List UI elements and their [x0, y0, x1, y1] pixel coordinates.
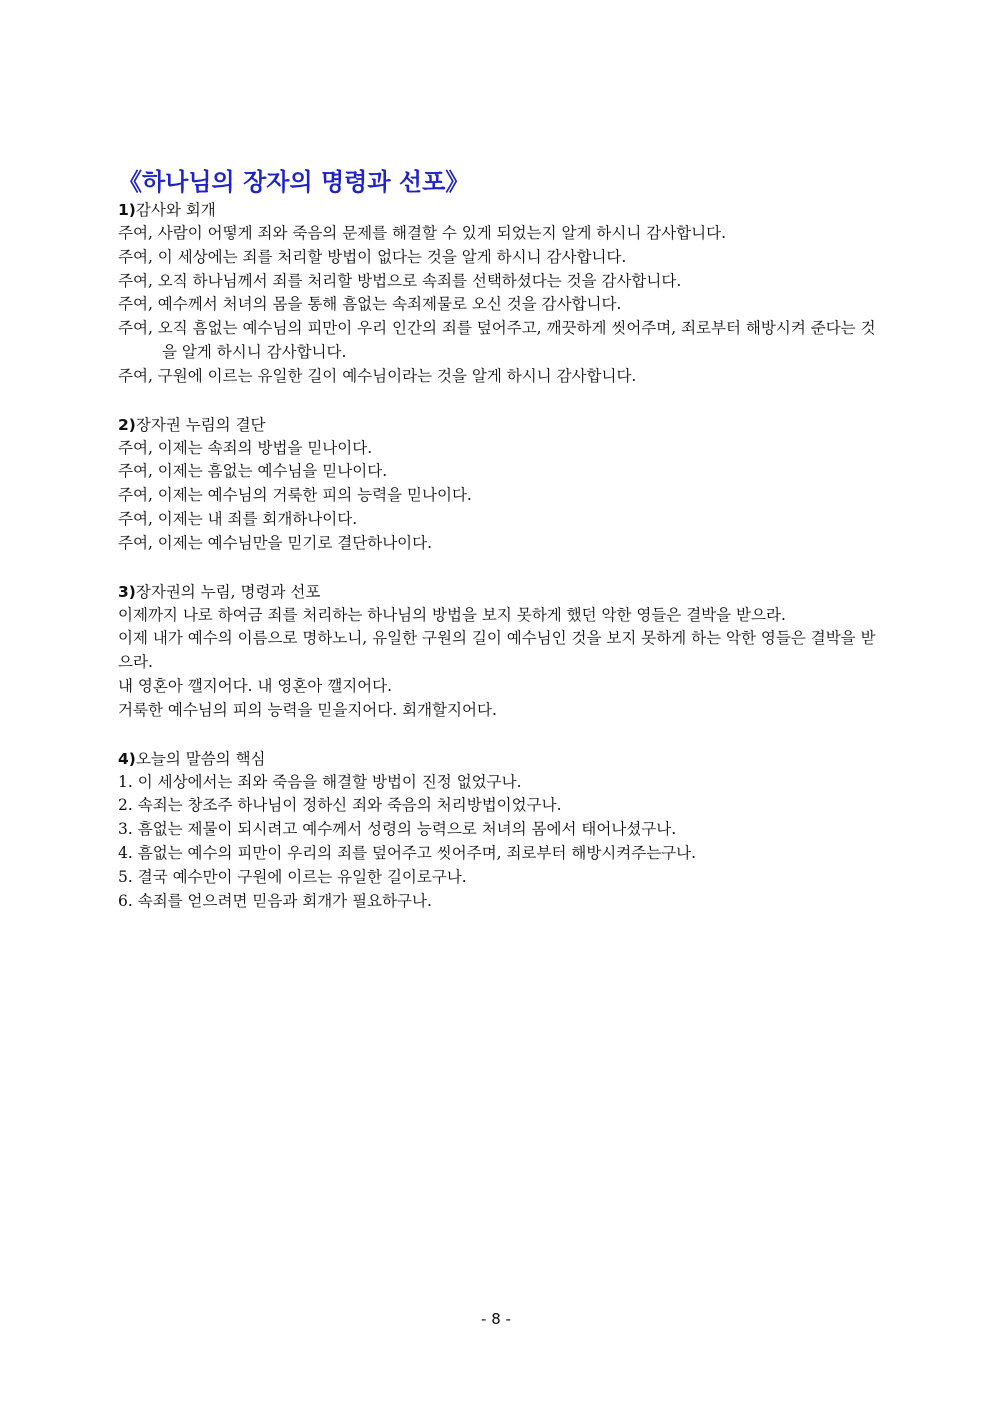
- list-item: 6. 속죄를 얻으려면 믿음과 회개가 필요하구나.: [118, 891, 432, 910]
- text-line: 주여, 오직 하나님께서 죄를 처리할 방법으로 속죄를 선택하셨다는 것을 감사합니다.: [118, 271, 682, 290]
- text-line: 주여, 이제는 흠없는 예수님을 믿나이다.: [118, 462, 388, 481]
- list-item: 3. 흠없는 제물이 되시려고 예수께서 성령의 능력으로 처녀의 몸에서 태어나셨구나.: [118, 820, 677, 839]
- section-birthright-resolution: [118, 413, 878, 556]
- section-heading-text: 감사와 회개: [135, 201, 216, 219]
- text-line: 주여, 구원에 이르는 유일한 길이 예수님이라는 것을 알게 하시니 감사합니다.: [118, 366, 637, 385]
- text-line: 주여, 사람이 어떻게 죄와 죽음의 문제를 해결할 수 있게 되었는지 알게 하시니 감사합니다.: [118, 224, 727, 242]
- spacer: [118, 723, 878, 747]
- section-heading: [118, 747, 878, 771]
- section-heading-text: 장자권 누림의 결단: [135, 415, 266, 434]
- section-heading: [118, 580, 878, 604]
- spacer: [118, 556, 878, 580]
- text-line: 거룩한 예수님의 피의 능력을 믿을지어다. 회개할지어다.: [118, 700, 497, 719]
- section-number: 4): [118, 749, 136, 768]
- list-item: 5. 결국 예수만이 구원에 이르는 유일한 길이로구나.: [118, 867, 467, 886]
- text-line: 이제 내가 예수의 이름으로 명하노니, 유일한 구원의 길이 예수님인 것을 보지 못하게 하는 악한 영들은 결박을 받으라.: [118, 629, 876, 672]
- text-line: 이제까지 나로 하여금 죄를 처리하는 하나님의 방법을 보지 못하게 했던 악한 영들은 결박을 받으라.: [118, 605, 786, 624]
- section-number: 3): [118, 582, 136, 601]
- list-item: 4. 흠없는 예수의 피만이 우리의 죄를 덮어주고 씻어주며, 죄로부터 해방시켜주는구나.: [118, 843, 697, 862]
- text-line: 주여, 이제는 예수님만을 믿기로 결단하나이다.: [118, 533, 433, 552]
- text-line: 주여, 이제는 내 죄를 회개하나이다.: [118, 509, 358, 528]
- section-gratitude-repentance: [118, 198, 878, 389]
- section-heading: [118, 198, 878, 222]
- section-number: 2): [118, 415, 136, 434]
- spacer: [118, 389, 878, 413]
- text-line: 주여, 오직 흠없는 예수님의 피만이 우리 인간의 죄를 덮어주고, 깨끗하게 씻어주며, 죄로부터 해방시켜 준다는 것을 알게 하시니 감사합니다.: [118, 319, 876, 361]
- section-heading: [118, 413, 878, 437]
- text-line: 주여, 이제는 속죄의 방법을 믿나이다.: [118, 438, 373, 457]
- section-number: 1): [118, 201, 136, 219]
- text-line: 주여, 이제는 예수님의 거룩한 피의 능력을 믿나이다.: [118, 486, 472, 505]
- document-body: [118, 166, 878, 913]
- list-item: 2. 속죄는 창조주 하나님이 정하신 죄와 죽음의 처리방법이었구나.: [118, 796, 562, 815]
- section-heading-text: 장자권의 누림, 명령과 선포: [135, 582, 321, 601]
- section-heading-text: 오늘의 말씀의 핵심: [135, 749, 266, 768]
- document-title: 《하나님의 장자의 명령과 선포》: [118, 167, 470, 196]
- section-key-points: [118, 747, 878, 914]
- page-number: - 8 -: [481, 1310, 511, 1328]
- list-item: 1. 이 세상에서는 죄와 죽음을 해결할 방법이 진정 없었구나.: [118, 772, 522, 791]
- section-command-declaration: [118, 580, 878, 723]
- text-line: 주여, 이 세상에는 죄를 처리할 방법이 없다는 것을 알게 하시니 감사합니다.: [118, 247, 627, 266]
- text-line: 내 영혼아 깰지어다. 내 영혼아 깰지어다.: [118, 676, 393, 695]
- text-line: 주여, 예수께서 처녀의 몸을 통해 흠없는 속죄제물로 오신 것을 감사합니다.: [118, 295, 622, 314]
